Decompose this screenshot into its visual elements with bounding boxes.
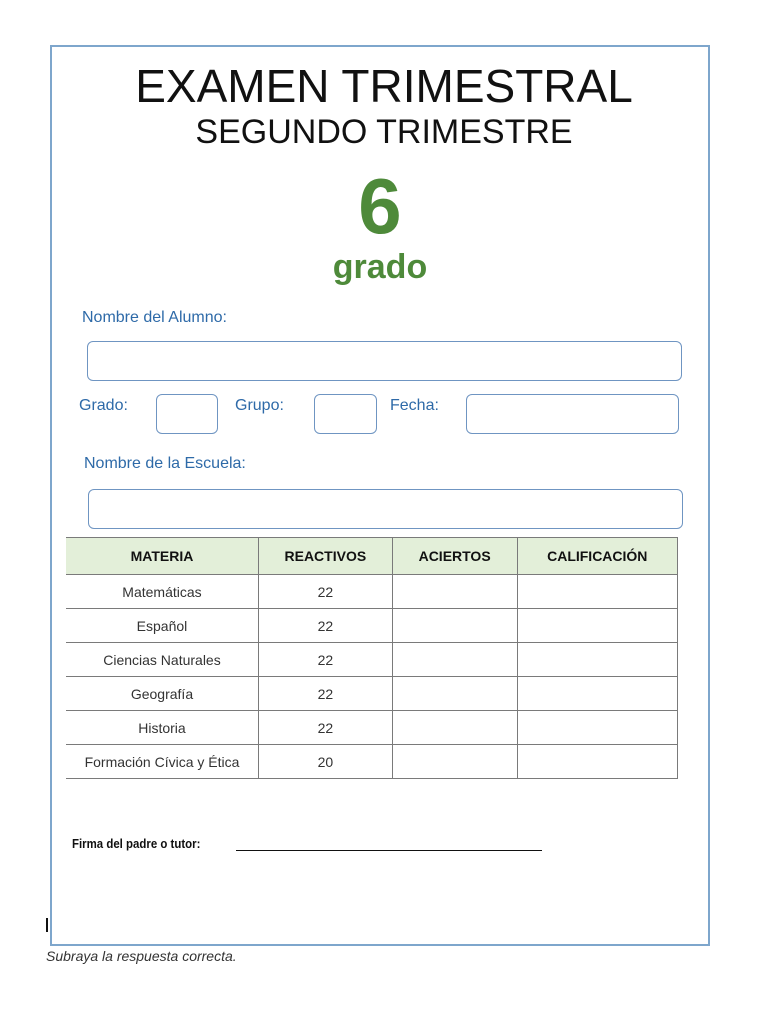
table-row <box>66 711 678 745</box>
header-aciertos: ACIERTOS <box>392 538 517 575</box>
items-cell: 22 <box>258 575 392 609</box>
items-cell: 22 <box>258 643 392 677</box>
subject-cell: Ciencias Naturales <box>66 643 258 677</box>
signature-label: Firma del padre o tutor: <box>72 836 201 851</box>
exam-title: EXAMEN TRIMESTRAL <box>135 60 633 112</box>
table-row <box>66 575 678 609</box>
subject-cell: Historia <box>66 711 258 745</box>
subject-cell: Matemáticas <box>66 575 258 609</box>
grade-word: grado <box>332 248 428 286</box>
score-cell[interactable] <box>517 711 677 745</box>
items-cell: 22 <box>258 711 392 745</box>
correct-cell[interactable] <box>392 711 517 745</box>
cropped-text-mark <box>46 918 48 932</box>
header-reactivos: REACTIVOS <box>258 538 392 575</box>
score-cell[interactable] <box>517 575 677 609</box>
date-field[interactable] <box>466 394 679 434</box>
grade-label: Grado: <box>79 397 128 414</box>
table-header-row <box>66 538 678 575</box>
items-cell: 20 <box>258 745 392 779</box>
signature-line[interactable] <box>236 850 542 851</box>
header-materia: MATERIA <box>66 538 258 575</box>
items-cell: 22 <box>258 609 392 643</box>
correct-cell[interactable] <box>392 745 517 779</box>
student-name-field[interactable] <box>87 341 682 381</box>
subject-cell: Formación Cívica y Ética <box>66 745 258 779</box>
correct-cell[interactable] <box>392 575 517 609</box>
exam-subtitle: SEGUNDO TRIMESTRE <box>195 113 573 151</box>
table-row <box>66 745 678 779</box>
grade-number: 6 <box>358 162 402 250</box>
header-calificacion: CALIFICACIÓN <box>517 538 677 575</box>
student-name-label: Nombre del Alumno: <box>82 309 227 326</box>
group-field[interactable] <box>314 394 377 434</box>
group-label: Grupo: <box>235 397 284 414</box>
score-cell[interactable] <box>517 677 677 711</box>
school-name-label: Nombre de la Escuela: <box>84 455 246 472</box>
score-cell[interactable] <box>517 609 677 643</box>
table-row <box>66 609 678 643</box>
score-cell[interactable] <box>517 745 677 779</box>
table-row <box>66 643 678 677</box>
subject-cell: Geografía <box>66 677 258 711</box>
school-name-field[interactable] <box>88 489 683 529</box>
instruction-text: Subraya la respuesta correcta. <box>46 948 237 964</box>
table-row <box>66 677 678 711</box>
correct-cell[interactable] <box>392 677 517 711</box>
grades-table <box>66 537 678 779</box>
subject-cell: Español <box>66 609 258 643</box>
correct-cell[interactable] <box>392 609 517 643</box>
grade-field[interactable] <box>156 394 218 434</box>
score-cell[interactable] <box>517 643 677 677</box>
correct-cell[interactable] <box>392 643 517 677</box>
items-cell: 22 <box>258 677 392 711</box>
date-label: Fecha: <box>390 397 439 414</box>
